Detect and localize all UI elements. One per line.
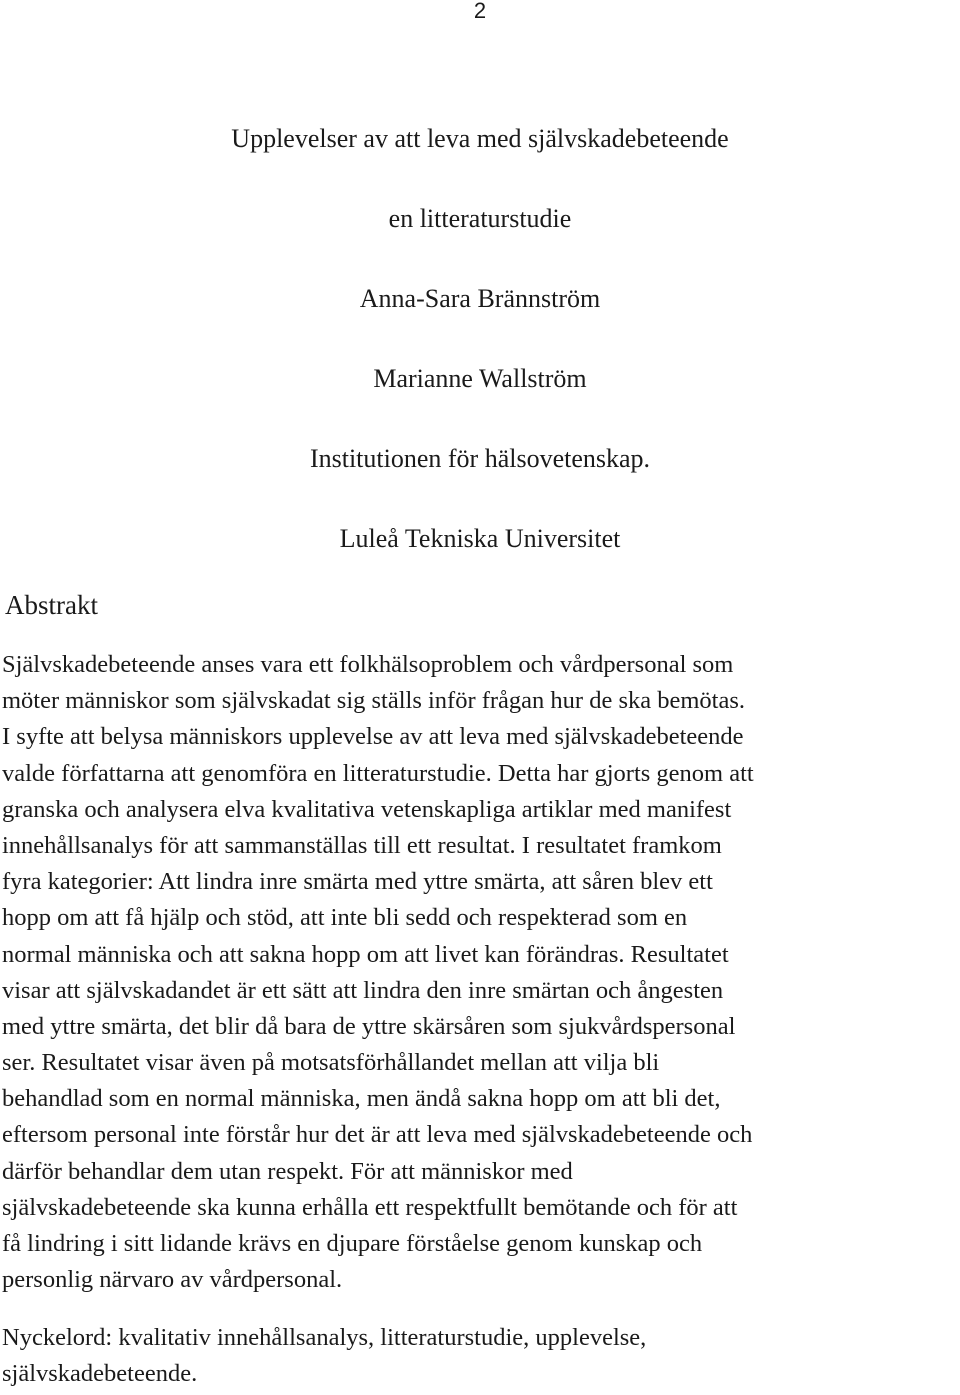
abstract-line: självskadebeteende ska kunna erhålla ett respektfullt bemötande och för att (2, 1193, 738, 1221)
keywords-line: Nyckelord: kvalitativ innehållsanalys, litteraturstudie, upplevelse, (2, 1324, 647, 1351)
abstract-line: granska och analysera elva kvalitativa vetenskapliga artiklar med manifest (2, 795, 732, 823)
abstract-line: ser. Resultatet visar även på motsatsförhållandet mellan att vilja bli (2, 1049, 660, 1077)
department-name: Institutionen för hälsovetenskap. (309, 444, 651, 473)
abstract-line: med yttre smärta, det blir då bara de yttre skärsåren som sjukvårdspersonal (2, 1012, 736, 1040)
keywords-line: självskadebeteende. (2, 1360, 198, 1388)
abstract-line: Självskadebeteende anses vara ett folkhälsoproblem och vårdpersonal som (2, 651, 734, 678)
author-name-1: Anna-Sara Brännström (359, 284, 601, 313)
document-subtitle: en litteraturstudie (388, 204, 572, 233)
abstract-line: möter människor som självskadat sig ställs inför frågan hur de ska bemötas. (2, 687, 746, 715)
abstract-line: få lindring i sitt lidande krävs en djupare förståelse genom kunskap och (2, 1230, 703, 1257)
university-name: Luleå Tekniska Universitet (339, 524, 621, 553)
abstract-line: visar att självskadandet är ett sätt att lindra den inre smärtan och ångesten (2, 976, 724, 1004)
abstract-line: normal människa och att sakna hopp om att livet kan förändras. Resultatet (2, 940, 729, 968)
abstract-line: hopp om att få hjälp och stöd, att inte bli sedd och respekterad som en (2, 904, 688, 932)
abstract-line: valde författarna att genomföra en litteraturstudie. Detta har gjorts genom att (2, 759, 754, 787)
title-block (0, 124, 960, 554)
abstract-line: I syfte att belysa människors upplevelse av att leva med självskadebeteende (2, 723, 744, 751)
abstract-body (2, 647, 960, 1298)
abstract-line: fyra kategorier: Att lindra inre smärta med yttre smärta, att såren blev ett (2, 868, 713, 896)
page-number: 2 (473, 0, 487, 23)
abstract-line: behandlad som en normal människa, men ändå sakna hopp om att bli det, (2, 1085, 721, 1113)
abstract-line: personlig närvaro av vårdpersonal. (2, 1266, 343, 1294)
abstract-line: eftersom personal inte förstår hur det är att leva med självskadebeteende och (2, 1121, 753, 1149)
abstract-line: därför behandlar dem utan respekt. För att människor med (2, 1157, 573, 1185)
document-title: Upplevelser av att leva med självskadebeteende (231, 124, 729, 153)
keywords-paragraph (2, 1320, 960, 1392)
author-name-2: Marianne Wallström (373, 364, 587, 393)
abstract-heading: Abstrakt (5, 590, 98, 620)
abstract-line: innehållsanalys för att sammanställas till ett resultat. I resultatet framkom (2, 831, 722, 859)
